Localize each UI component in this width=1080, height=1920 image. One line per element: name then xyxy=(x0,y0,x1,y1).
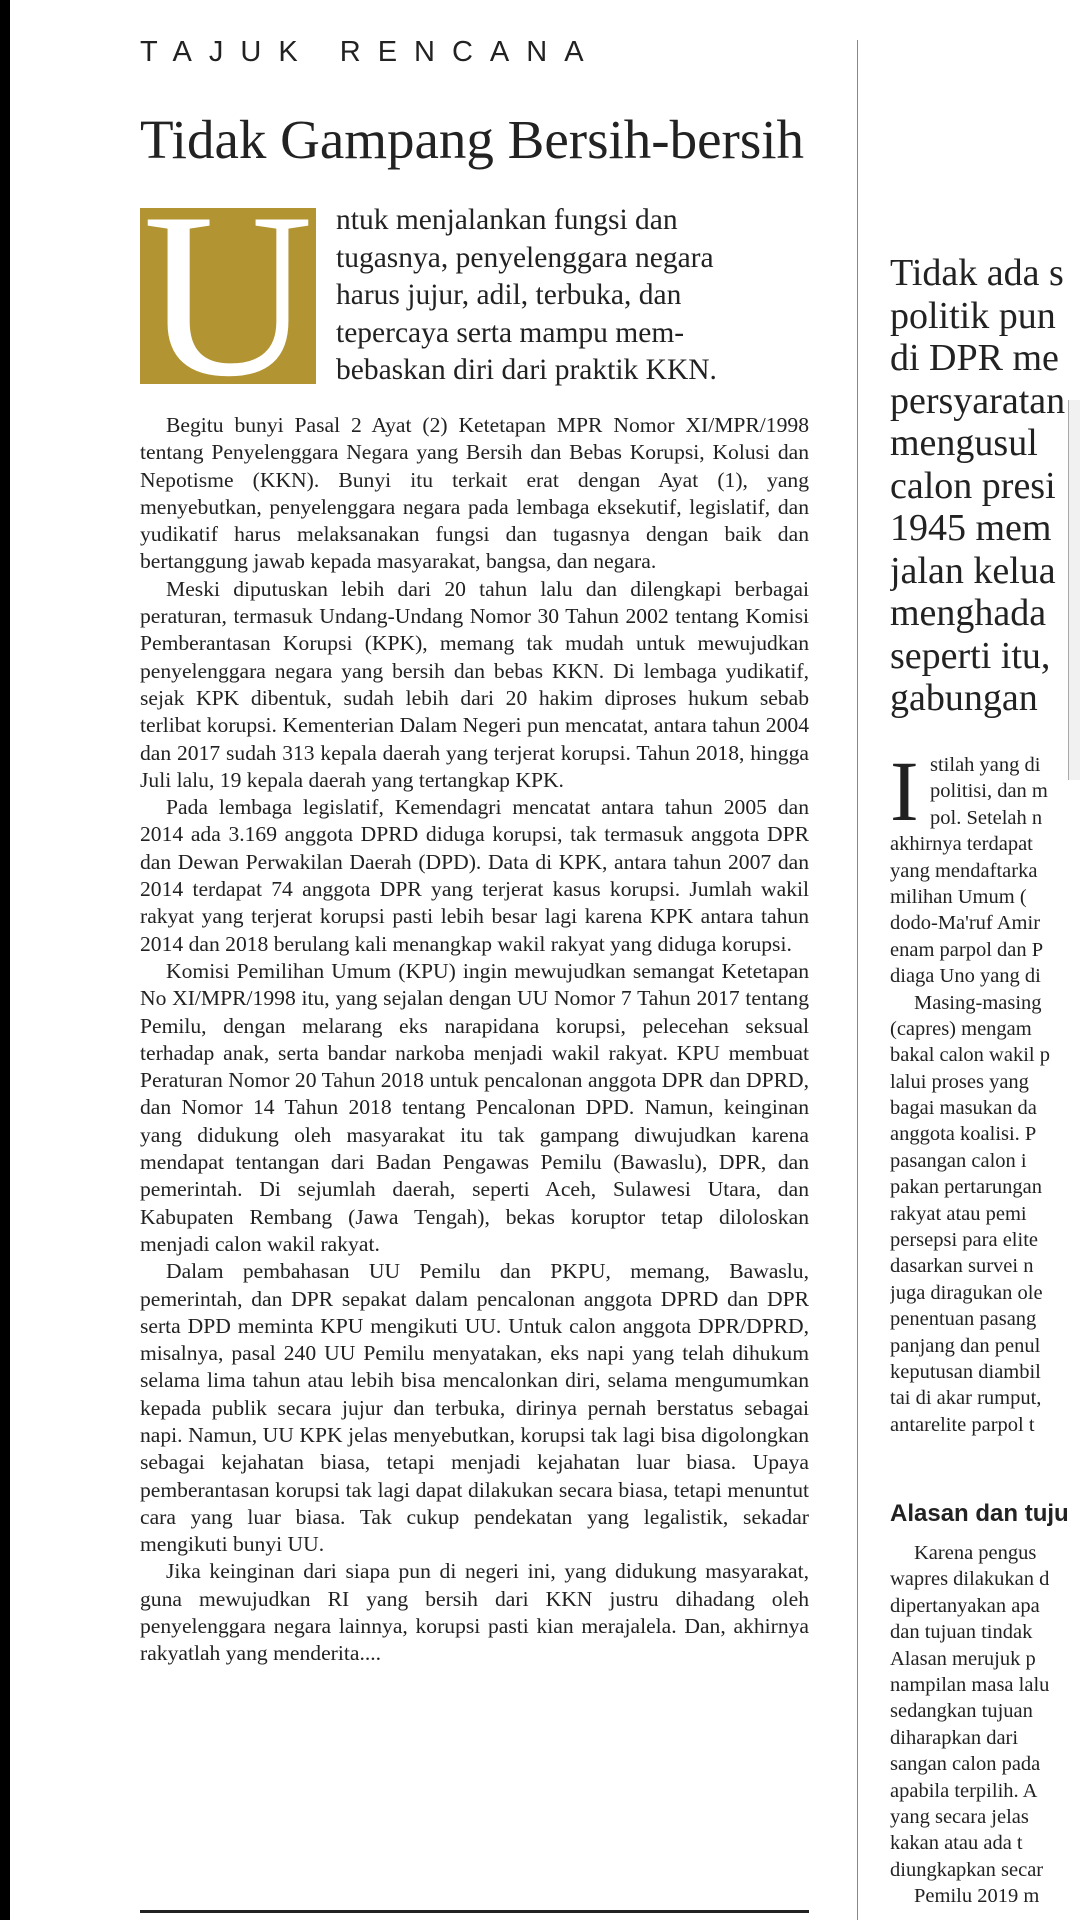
right-line: Masing-masing xyxy=(914,991,1042,1014)
body-paragraph: Dalam pembahasan UU Pemilu dan PKPU, memang, Bawaslu, pemerintah, dan DPR sepakat dalam pencalonan anggota DPRD dan DPR serta DPD meminta KPU mengikuti UU. Untuk calon anggota DPR/DPRD, misalnya, pasal 240 UU Pemilu menyatakan, eks napi yang telah dihukum selama lima tahun atau lebih bisa mencalonkan diri, selama mengumumkan kepada publik secara jujur dan terbuka, dirinya pernah berstatus sebagai napi. Namun, UU KPK jelas menyebutkan, korupsi tak lagi bisa digolongkan sebagai kejahatan biasa, tetapi menjadi kejahatan luar biasa. Upaya pemberantasan korupsi tak lagi dapat dilakukan secara biasa, tetapi menuntut cara yang luar biasa. Tak cukup pendekatan yang legalistik, sekadar mengikuti bunyi UU. xyxy=(140,1259,809,1557)
pull-line: persyaratan xyxy=(890,379,1066,422)
right-line: rakyat atau pemi xyxy=(890,1202,1027,1225)
lead-line: ntuk menjalankan fungsi dan xyxy=(336,204,678,236)
right-line: sedangkan tujuan xyxy=(890,1700,1033,1723)
right-line: diaga Uno yang di xyxy=(890,965,1041,988)
left-edge-bar xyxy=(0,0,10,1920)
headline: Tidak Gampang Bersih-bersih xyxy=(140,109,805,170)
pull-line: seperti itu, xyxy=(890,634,1051,677)
right-subhead: Alasan dan tuju xyxy=(890,1500,1069,1527)
pull-line: calon presi xyxy=(890,464,1056,507)
body-paragraph: Pada lembaga legislatif, Kemendagri mencatat antara tahun 2005 dan 2014 ada 3.169 anggota DPRD diduga korupsi, tak termasuk anggota DPR dan Dewan Perwakilan Daerah (DPD). Data di KPK, antara tahun 2007 dan 2014 terdapat 74 anggota DPR yang terjerat kasus korupsi. Jumlah wakil rakyat yang terjerat korupsi pasti lebih besar lagi karena KPK antara tahun 2014 dan 2018 berulang kali menangkap wakil rakyat yang diduga korupsi. xyxy=(140,795,809,956)
right-line: dasarkan survei n xyxy=(890,1255,1034,1278)
body-paragraph: Jika keinginan dari siapa pun di negeri ini, yang didukung masyarakat, guna mewujudkan RI yang bersih dari KKN justru dihadang oleh penyelenggara negara lainnya, korupsi pasti kian merajalela. Dan, akhirnya rakyatlah yang menderita.... xyxy=(140,1559,809,1666)
right-line: antarelite parpol t xyxy=(890,1413,1035,1436)
body-paragraph: Meski diputuskan lebih dari 20 tahun lalu dan dilengkapi berbagai peraturan, termasuk Undang-Undang Nomor 30 Tahun 2002 tentang Komisi Pemberantasan Korupsi (KPK), memang tak mudah untuk mewujudkan penyelenggara negara yang bersih dan bebas KKN. Di lembaga yudikatif, sejak KPK dibentuk, sudah lebih dari 20 hakim diproses hukum sebab terlibat korupsi. Kementerian Dalam Negeri pun mencatat, antara tahun 2004 dan 2017 sudah 313 kepala daerah yang terjerat korupsi. Tahun 2018, hingga Juli lalu, 19 kepala daerah yang tertangkap KPK. xyxy=(140,576,809,792)
lead-line: tepercaya serta mampu mem- xyxy=(336,316,685,349)
right-line: milihan Umum ( xyxy=(890,885,1027,908)
right-line: nampilan masa lalu xyxy=(890,1673,1050,1696)
right-line: panjang dan penul xyxy=(890,1334,1041,1357)
bottom-rule xyxy=(140,1910,809,1913)
right-line: diharapkan dari xyxy=(890,1726,1019,1749)
right-line: pol. Setelah n xyxy=(930,806,1043,829)
right-line: diungkapkan secar xyxy=(890,1858,1044,1881)
right-line: enam parpol dan P xyxy=(890,938,1044,961)
pull-line: jalan kelua xyxy=(890,549,1056,592)
right-line: apabila terpilih. A xyxy=(890,1779,1038,1802)
right-line: anggota koalisi. P xyxy=(890,1123,1037,1146)
right-line: bakal calon wakil p xyxy=(890,1044,1050,1067)
lead-line: tugasnya, penyelenggara negara xyxy=(336,241,714,274)
body-paragraph: Komisi Pemilihan Umum (KPU) ingin mewujudkan semangat Ketetapan No XI/MPR/1998 itu, yang sejalan dengan UU Nomor 7 Tahun 2017 tentang Pemilu, dengan melarang eks narapidana korupsi, pelecehan seksual terhadap anak, serta bandar narkoba menjadi wakil rakyat. KPU membuat Peraturan Nomor 20 Tahun 2018 untuk pencalonan anggota DPR dan DPRD, dan Nomor 14 Tahun 2018 tentang Pencalonan DPD. Namun, keinginan yang didukung oleh masyarakat itu tak gampang diwujudkan karena mendapat tentangan dari Badan Pengawas Pemilu (Bawaslu), DPR, dan pemerintah. Di sejumlah daerah, seperti Aceh, Sulawesi Utara, dan Kabupaten Rembang (Jawa Tengah), bekas koruptor tetap diloloskan menjadi calon wakil rakyat. xyxy=(140,958,809,1256)
right-line: keputusan diambil xyxy=(890,1360,1041,1383)
adjacent-column xyxy=(890,0,1080,1920)
right-line: Pemilu 2019 m xyxy=(914,1885,1040,1908)
right-line: pasangan calon i xyxy=(890,1149,1027,1172)
right-line: akhirnya terdapat xyxy=(890,833,1033,856)
column-divider xyxy=(857,40,858,1920)
right-line: Alasan merujuk p xyxy=(890,1647,1036,1670)
pull-line: 1945 mem xyxy=(890,507,1052,549)
right-line: bagai masukan da xyxy=(890,1097,1037,1120)
right-line: kakan atau ada t xyxy=(890,1832,1023,1855)
right-line: juga diragukan ole xyxy=(890,1281,1043,1304)
right-line: politisi, dan m xyxy=(930,780,1048,803)
right-line: pakan pertarungan xyxy=(890,1176,1042,1199)
right-line: Karena pengus xyxy=(914,1542,1037,1564)
lead-paragraph xyxy=(336,202,816,390)
right-drop-cap: I xyxy=(890,743,919,839)
right-line: sangan calon pada xyxy=(890,1753,1041,1776)
article-body xyxy=(140,412,809,1668)
right-line: yang mendaftarka xyxy=(890,859,1038,882)
lead-line: bebaskan diri dari praktik KKN. xyxy=(336,354,717,386)
right-body xyxy=(890,743,1080,1438)
lead-line: harus jujur, adil, terbuka, dan xyxy=(336,279,682,311)
right-line: tai di akar rumput, xyxy=(890,1387,1042,1410)
right-line: stilah yang di xyxy=(930,754,1041,776)
pull-line: menghada xyxy=(890,592,1047,634)
pull-line: politik pun xyxy=(890,294,1056,337)
right-line: persepsi para elite xyxy=(890,1229,1038,1252)
right-line: yang secara jelas xyxy=(890,1805,1029,1828)
pull-line: di DPR me xyxy=(890,337,1059,379)
body-paragraph: Begitu bunyi Pasal 2 Ayat (2) Ketetapan MPR Nomor XI/MPR/1998 tentang Penyelenggara Negara yang Bersih dan Bebas Korupsi, Kolusi dan Nepotisme (KKN). Bunyi itu terkait erat dengan Ayat (1), yang menyebutkan, penyelenggara negara pada lembaga eksekutif, legislatif, dan yudikatif harus melaksanakan fungsi dan tugasnya dengan baik dan bertanggung jawab kepada masyarakat, bangsa, dan negara. xyxy=(140,413,809,574)
right-line: penentuan pasang xyxy=(890,1308,1037,1331)
pull-line: mengusul xyxy=(890,422,1038,464)
pull-quote xyxy=(890,252,1080,720)
pull-line: Tidak ada s xyxy=(890,252,1064,294)
right-line: dan tujuan tindak xyxy=(890,1621,1033,1644)
right-line: lalui proses yang xyxy=(890,1070,1029,1093)
page-fold-overlay xyxy=(1068,400,1080,780)
right-line: dipertanyakan apa xyxy=(890,1594,1040,1617)
right-line: dodo-Ma'ruf Amir xyxy=(890,912,1041,935)
right-line: (capres) mengam xyxy=(890,1017,1032,1040)
right-line: wapres dilakukan d xyxy=(890,1568,1050,1591)
section-label: TAJUK RENCANA xyxy=(140,36,601,68)
right-body-2 xyxy=(890,1540,1080,1909)
pull-line: gabungan xyxy=(890,677,1038,719)
drop-cap: U xyxy=(140,208,316,384)
